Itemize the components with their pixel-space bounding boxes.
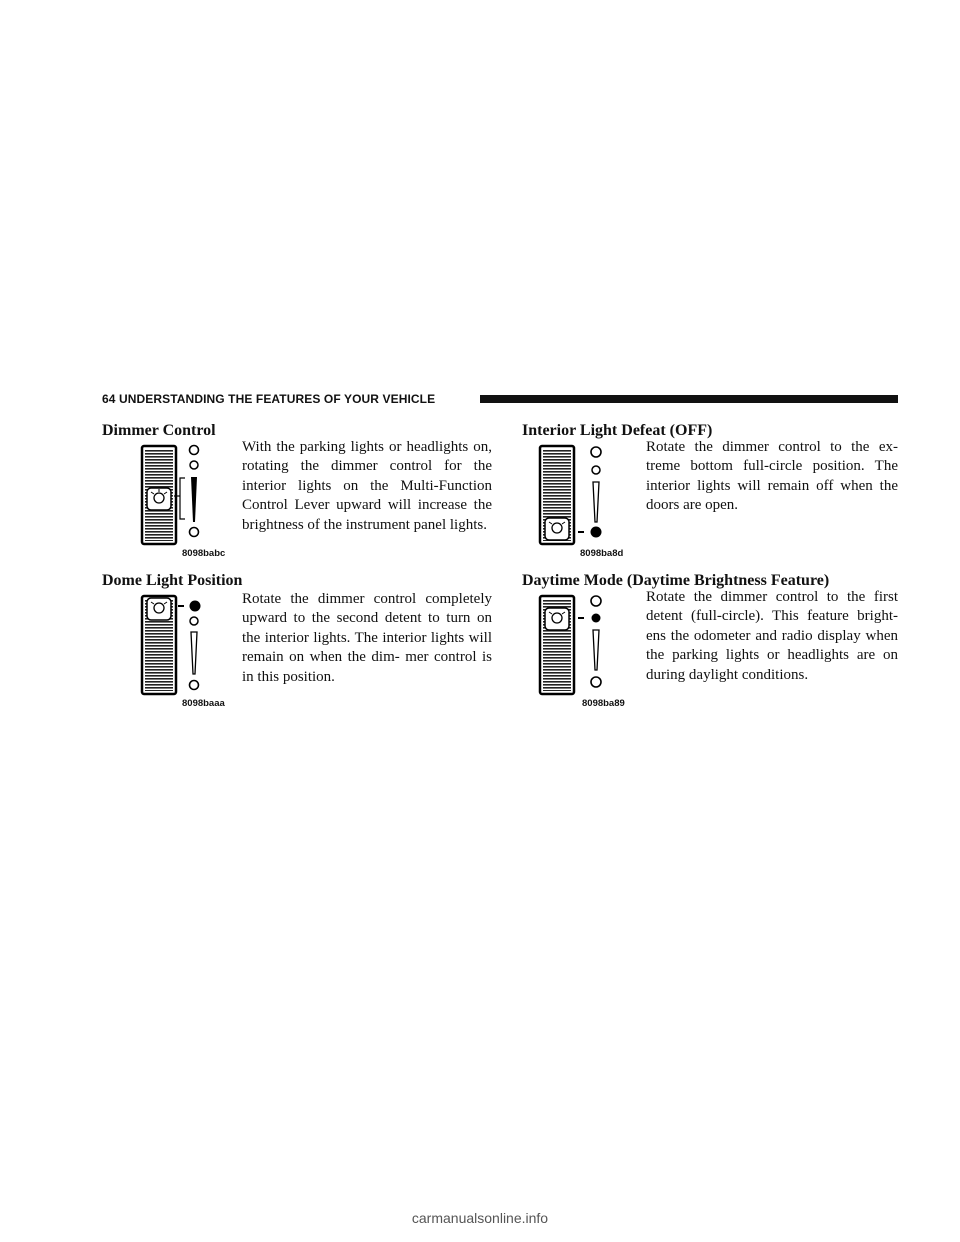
dimmer-wheel-icon bbox=[538, 444, 648, 562]
section-dimmer-control bbox=[102, 422, 492, 572]
figure-code: 8098babc bbox=[182, 548, 226, 559]
page-header-title: 64 UNDERSTANDING THE FEATURES OF YOUR VEHICLE bbox=[102, 392, 436, 406]
section-title: Interior Light Defeat (OFF) bbox=[522, 422, 713, 439]
section-dome-light-position bbox=[102, 572, 492, 712]
section-body: With the parking lights or headlights on, rotating the dimmer control for the interior lights on the Multi-Function Control Lever upward will increase the brightness of the instrument panel lights. bbox=[242, 439, 492, 533]
dimmer-wheel-icon bbox=[140, 594, 250, 712]
dome-light-figure bbox=[140, 594, 250, 712]
section-title: Daytime Mode (Daytime Brightness Feature) bbox=[522, 572, 830, 589]
dimmer-wheel-icon bbox=[538, 594, 648, 712]
figure-code: 8098ba89 bbox=[582, 698, 625, 709]
section-body: Rotate the dimmer control to the ex- treme bottom full-circle position. The interior lights will remain off when the doors are open. bbox=[646, 439, 898, 514]
dimmer-control-figure bbox=[140, 444, 250, 572]
figure-code: 8098ba8d bbox=[580, 548, 624, 559]
header-rule bbox=[480, 395, 898, 403]
running-header bbox=[102, 393, 898, 405]
section-title: Dimmer Control bbox=[102, 422, 216, 439]
section-interior-light-defeat bbox=[522, 422, 898, 562]
daytime-mode-figure bbox=[538, 594, 648, 712]
section-title: Dome Light Position bbox=[102, 572, 243, 589]
figure-code: 8098baaa bbox=[182, 698, 225, 709]
section-body: Rotate the dimmer control completely upward to the second detent to turn on the interior lights. The interior lights will remain on when the dim- mer control is in this position. bbox=[242, 591, 492, 685]
section-body: Rotate the dimmer control to the first detent (full-circle). This feature bright- ens the odometer and radio display when the parking lights or headlights are on during daylight conditions. bbox=[646, 589, 898, 683]
interior-light-defeat-figure bbox=[538, 444, 648, 562]
site-watermark: carmanualsonline.info bbox=[411, 1210, 549, 1226]
section-daytime-mode bbox=[522, 572, 898, 712]
